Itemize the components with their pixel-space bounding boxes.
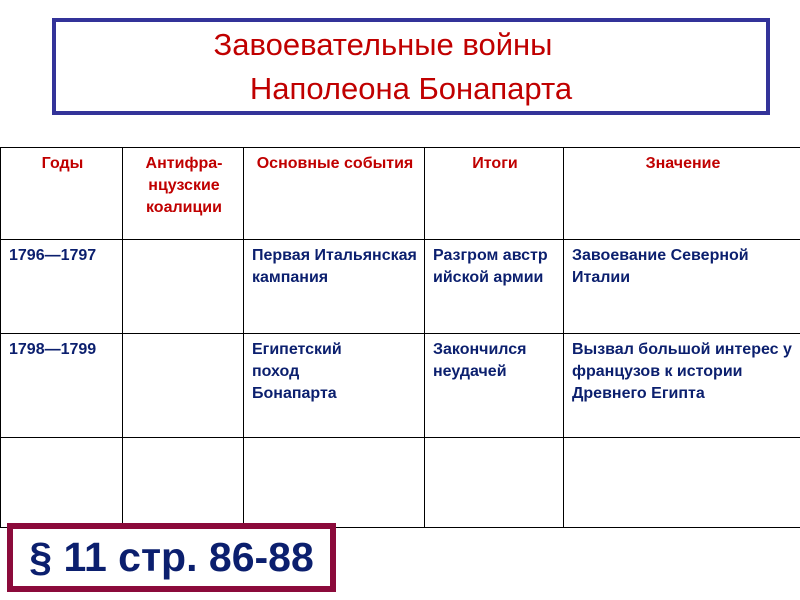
- header-years: Годы: [1, 148, 123, 240]
- cell-years: 1796—1797: [1, 240, 123, 334]
- cell-results: Разгром австрийской армии: [425, 240, 564, 334]
- cell-main-events: Первая Итальянская кампания: [244, 240, 425, 334]
- cell-years: 1798—1799: [1, 334, 123, 438]
- header-main-events: Основные события: [244, 148, 425, 240]
- cell-significance: Завоевание Северной Италии: [564, 240, 800, 334]
- cell-results: Закончился неудачей: [425, 334, 564, 438]
- header-coalitions: Антифра-нцузские коалиции: [123, 148, 244, 240]
- napoleon-wars-table: [0, 147, 800, 528]
- cell-main-events: [244, 438, 425, 528]
- cell-coalitions: [123, 334, 244, 438]
- header-results: Итоги: [425, 148, 564, 240]
- table-row: [1, 240, 800, 334]
- table-row: [1, 334, 800, 438]
- title-line-2: Наполеона Бонапарта: [249, 70, 573, 106]
- cell-significance: [564, 438, 800, 528]
- header-significance: Значение: [564, 148, 800, 240]
- cell-results: [425, 438, 564, 528]
- textbook-reference-badge: § 11 стр. 86-88: [7, 523, 336, 592]
- cell-main-events: Египетский поход Бонапарта: [244, 334, 425, 438]
- title-box: [52, 18, 770, 115]
- cell-years: [1, 438, 123, 528]
- cell-coalitions: [123, 240, 244, 334]
- table-header-row: [1, 148, 800, 240]
- table-row: [1, 438, 800, 528]
- cell-significance: Вызвал большой интерес у французов к истории Древнего Египта: [564, 334, 800, 438]
- cell-coalitions: [123, 438, 244, 528]
- title-line-1: Завоевательные войны: [213, 26, 553, 62]
